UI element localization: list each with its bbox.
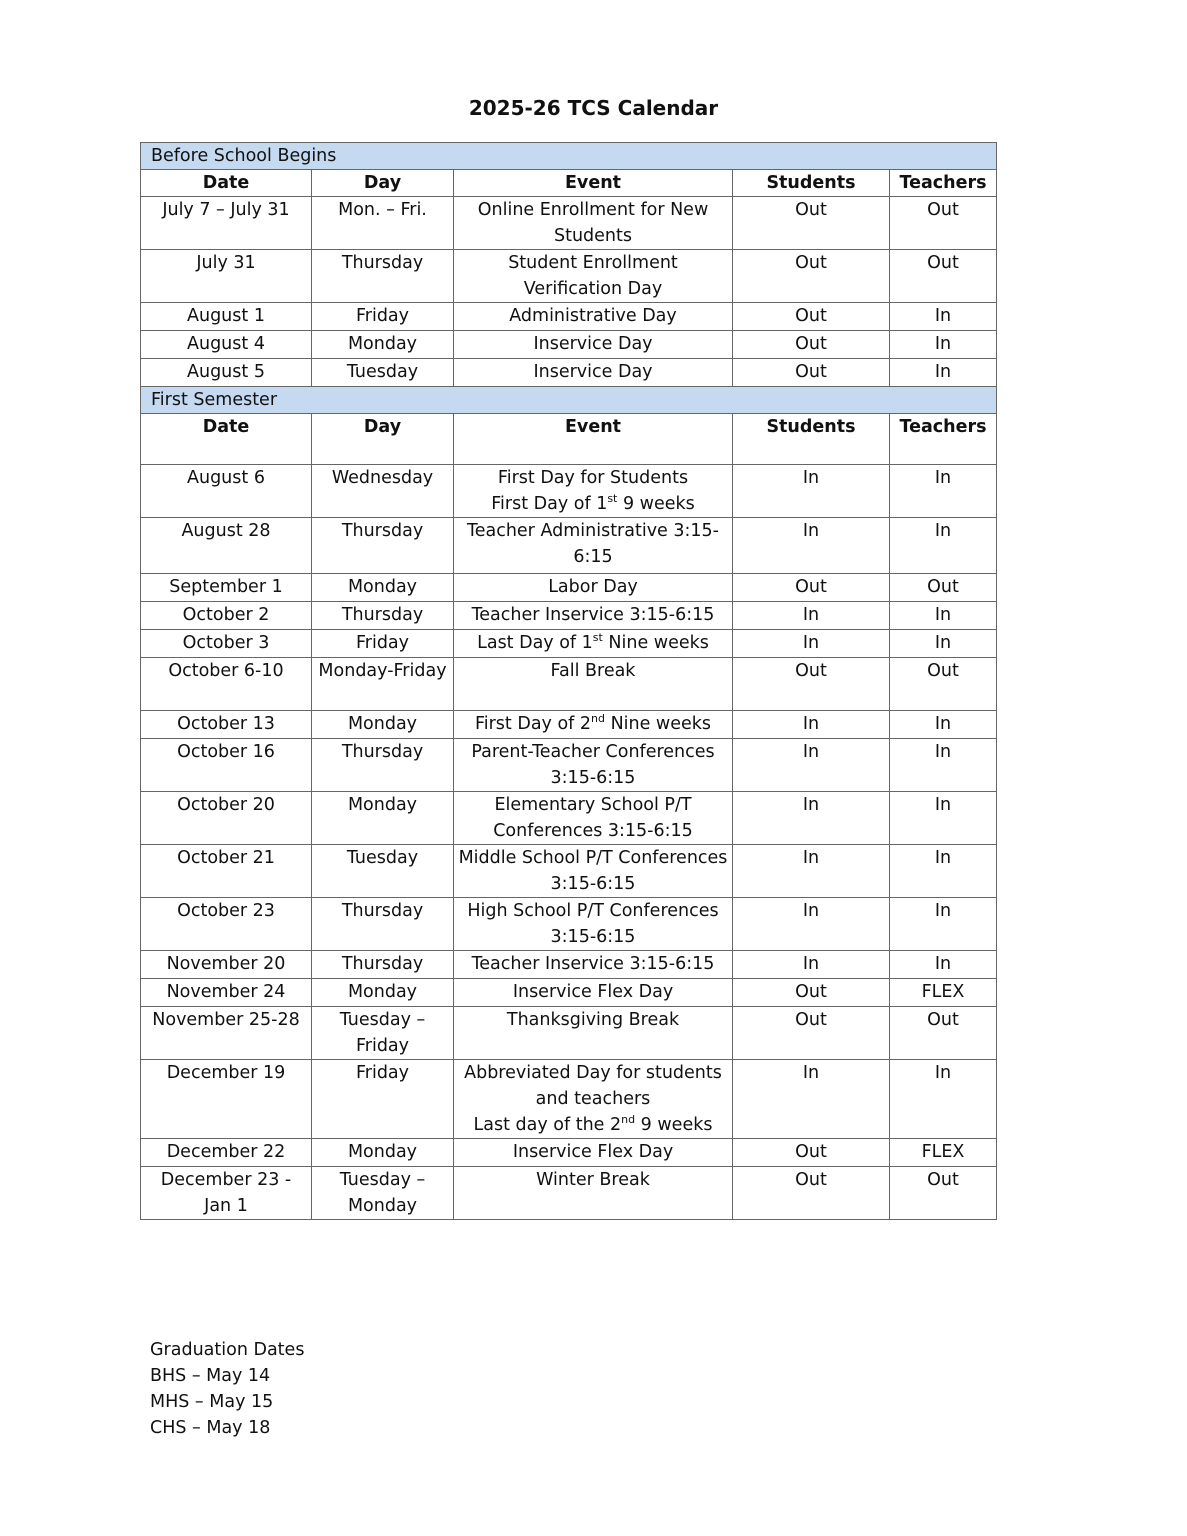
day-cell: Mon. – Fri. xyxy=(312,197,454,250)
date-cell: November 24 xyxy=(141,979,312,1007)
teachers-cell: Out xyxy=(890,197,997,250)
column-header-row xyxy=(141,170,997,197)
teachers-cell: In xyxy=(890,792,997,845)
column-header-teachers: Teachers xyxy=(890,170,997,197)
students-cell: Out xyxy=(733,658,890,711)
teachers-cell: In xyxy=(890,845,997,898)
day-cell: Thursday xyxy=(312,739,454,792)
students-cell: In xyxy=(733,739,890,792)
students-cell: Out xyxy=(733,574,890,602)
students-cell: In xyxy=(733,602,890,630)
date-cell: August 6 xyxy=(141,465,312,518)
event-cell: Parent-Teacher Conferences 3:15-6:15 xyxy=(454,739,733,792)
event-cell: Middle School P/T Conferences 3:15-6:15 xyxy=(454,845,733,898)
event-cell: Labor Day xyxy=(454,574,733,602)
column-header-row xyxy=(141,414,997,465)
column-header-day: Day xyxy=(312,414,454,465)
event-cell: Elementary School P/T Conferences 3:15-6:15 xyxy=(454,792,733,845)
table-row xyxy=(141,359,997,387)
column-header-event: Event xyxy=(454,414,733,465)
event-cell: Teacher Administrative 3:15-6:15 xyxy=(454,518,733,574)
teachers-cell: Out xyxy=(890,658,997,711)
event-line-pre: Last day of the 2 xyxy=(473,1115,622,1135)
graduation-dates xyxy=(150,1337,304,1441)
event-line: Abbreviated Day for students and teachers xyxy=(464,1063,722,1109)
teachers-cell: Out xyxy=(890,1007,997,1060)
date-cell: July 31 xyxy=(141,250,312,303)
graduation-item: BHS – May 14 xyxy=(150,1366,271,1386)
graduation-heading: Graduation Dates xyxy=(150,1340,305,1360)
section-title: First Semester xyxy=(141,387,997,414)
event-line-pre: First Day of 2 xyxy=(474,714,592,734)
date-cell: November 25-28 xyxy=(141,1007,312,1060)
event-cell xyxy=(454,465,733,518)
event-cell: Online Enrollment for New Students xyxy=(454,197,733,250)
event-line-post: Nine weeks xyxy=(602,633,709,653)
event-cell: Inservice Flex Day xyxy=(454,1139,733,1167)
column-header-day: Day xyxy=(312,170,454,197)
event-cell: Winter Break xyxy=(454,1167,733,1220)
date-cell: October 6-10 xyxy=(141,658,312,711)
event-cell: Inservice Flex Day xyxy=(454,979,733,1007)
date-cell: August 1 xyxy=(141,303,312,331)
teachers-cell: In xyxy=(890,1060,997,1139)
students-cell: In xyxy=(733,845,890,898)
day-cell: Thursday xyxy=(312,898,454,951)
students-cell: In xyxy=(733,630,890,658)
date-cell: October 23 xyxy=(141,898,312,951)
date-cell: August 28 xyxy=(141,518,312,574)
ordinal-suffix: st xyxy=(592,631,603,645)
date-cell: August 4 xyxy=(141,331,312,359)
date-cell: October 13 xyxy=(141,711,312,739)
ordinal-suffix: nd xyxy=(621,1113,636,1127)
graduation-item: CHS – May 18 xyxy=(150,1418,271,1438)
teachers-cell: Out xyxy=(890,250,997,303)
teachers-cell: In xyxy=(890,898,997,951)
day-cell: Monday xyxy=(312,792,454,845)
day-cell: Monday xyxy=(312,979,454,1007)
section-title: Before School Begins xyxy=(141,143,997,170)
column-header-teachers: Teachers xyxy=(890,414,997,465)
day-cell: Monday-Friday xyxy=(312,658,454,711)
students-cell: Out xyxy=(733,250,890,303)
teachers-cell: In xyxy=(890,630,997,658)
students-cell: Out xyxy=(733,1007,890,1060)
section-header-before-school xyxy=(141,143,997,170)
date-cell: December 19 xyxy=(141,1060,312,1139)
graduation-item: MHS – May 15 xyxy=(150,1392,274,1412)
event-cell: Fall Break xyxy=(454,658,733,711)
day-cell: Friday xyxy=(312,303,454,331)
students-cell: Out xyxy=(733,331,890,359)
event-cell xyxy=(454,630,733,658)
table-row xyxy=(141,1167,997,1220)
students-cell: In xyxy=(733,951,890,979)
table-row xyxy=(141,630,997,658)
column-header-students: Students xyxy=(733,170,890,197)
day-cell: Tuesday xyxy=(312,359,454,387)
students-cell: Out xyxy=(733,1167,890,1220)
table-row xyxy=(141,250,997,303)
event-cell: Administrative Day xyxy=(454,303,733,331)
section-header-first-semester xyxy=(141,387,997,414)
students-cell: In xyxy=(733,518,890,574)
teachers-cell: In xyxy=(890,465,997,518)
event-line: First Day for Students xyxy=(497,468,689,488)
day-cell: Monday xyxy=(312,574,454,602)
table-row xyxy=(141,518,997,574)
date-cell: July 7 – July 31 xyxy=(141,197,312,250)
day-cell: Monday xyxy=(312,1139,454,1167)
table-row xyxy=(141,602,997,630)
teachers-cell: In xyxy=(890,602,997,630)
students-cell: Out xyxy=(733,359,890,387)
event-cell: Thanksgiving Break xyxy=(454,1007,733,1060)
date-cell: December 23 - Jan 1 xyxy=(141,1167,312,1220)
day-cell: Wednesday xyxy=(312,465,454,518)
day-cell: Monday xyxy=(312,331,454,359)
calendar-table xyxy=(140,142,997,1220)
date-cell: October 16 xyxy=(141,739,312,792)
students-cell: In xyxy=(733,465,890,518)
date-cell: September 1 xyxy=(141,574,312,602)
students-cell: Out xyxy=(733,303,890,331)
table-row xyxy=(141,711,997,739)
event-cell: Teacher Inservice 3:15-6:15 xyxy=(454,951,733,979)
table-row xyxy=(141,1139,997,1167)
date-cell: December 22 xyxy=(141,1139,312,1167)
day-cell: Tuesday xyxy=(312,845,454,898)
students-cell: Out xyxy=(733,979,890,1007)
event-line-pre: First Day of 1 xyxy=(491,494,608,514)
column-header-date: Date xyxy=(141,170,312,197)
students-cell: In xyxy=(733,1060,890,1139)
teachers-cell: In xyxy=(890,951,997,979)
event-cell: Student Enrollment Verification Day xyxy=(454,250,733,303)
day-cell: Thursday xyxy=(312,951,454,979)
date-cell: October 21 xyxy=(141,845,312,898)
event-line-post: Nine weeks xyxy=(605,714,712,734)
students-cell: Out xyxy=(733,197,890,250)
table-row xyxy=(141,303,997,331)
teachers-cell: Out xyxy=(890,1167,997,1220)
event-cell xyxy=(454,711,733,739)
column-header-event: Event xyxy=(454,170,733,197)
table-row xyxy=(141,845,997,898)
teachers-cell: In xyxy=(890,711,997,739)
date-cell: August 5 xyxy=(141,359,312,387)
ordinal-suffix: st xyxy=(607,492,618,506)
table-row xyxy=(141,792,997,845)
students-cell: In xyxy=(733,898,890,951)
day-cell: Monday xyxy=(312,711,454,739)
event-cell: Inservice Day xyxy=(454,359,733,387)
event-line-post: 9 weeks xyxy=(617,494,695,514)
date-cell: October 20 xyxy=(141,792,312,845)
table-row xyxy=(141,951,997,979)
table-row xyxy=(141,574,997,602)
students-cell: In xyxy=(733,711,890,739)
teachers-cell: Out xyxy=(890,574,997,602)
ordinal-suffix: nd xyxy=(591,712,605,726)
teachers-cell: In xyxy=(890,739,997,792)
day-cell: Thursday xyxy=(312,518,454,574)
students-cell: Out xyxy=(733,1139,890,1167)
date-cell: November 20 xyxy=(141,951,312,979)
teachers-cell: FLEX xyxy=(890,979,997,1007)
day-cell: Thursday xyxy=(312,602,454,630)
day-cell: Friday xyxy=(312,630,454,658)
table-row xyxy=(141,1060,997,1139)
teachers-cell: FLEX xyxy=(890,1139,997,1167)
page-title: 2025-26 TCS Calendar xyxy=(468,96,719,120)
event-cell: Teacher Inservice 3:15-6:15 xyxy=(454,602,733,630)
table-row xyxy=(141,739,997,792)
event-cell: High School P/T Conferences 3:15-6:15 xyxy=(454,898,733,951)
event-line-pre: Last Day of 1 xyxy=(477,633,593,653)
teachers-cell: In xyxy=(890,518,997,574)
table-row xyxy=(141,331,997,359)
day-cell: Tuesday – Monday xyxy=(312,1167,454,1220)
table-row xyxy=(141,465,997,518)
event-line-post: 9 weeks xyxy=(635,1115,713,1135)
teachers-cell: In xyxy=(890,359,997,387)
event-cell: Inservice Day xyxy=(454,331,733,359)
teachers-cell: In xyxy=(890,303,997,331)
teachers-cell: In xyxy=(890,331,997,359)
table-row xyxy=(141,658,997,711)
day-cell: Friday xyxy=(312,1060,454,1139)
students-cell: In xyxy=(733,792,890,845)
table-row xyxy=(141,979,997,1007)
table-row xyxy=(141,1007,997,1060)
day-cell: Tuesday – Friday xyxy=(312,1007,454,1060)
event-cell xyxy=(454,1060,733,1139)
column-header-date: Date xyxy=(141,414,312,465)
table-row xyxy=(141,898,997,951)
column-header-students: Students xyxy=(733,414,890,465)
day-cell: Thursday xyxy=(312,250,454,303)
table-row xyxy=(141,197,997,250)
date-cell: October 2 xyxy=(141,602,312,630)
date-cell: October 3 xyxy=(141,630,312,658)
